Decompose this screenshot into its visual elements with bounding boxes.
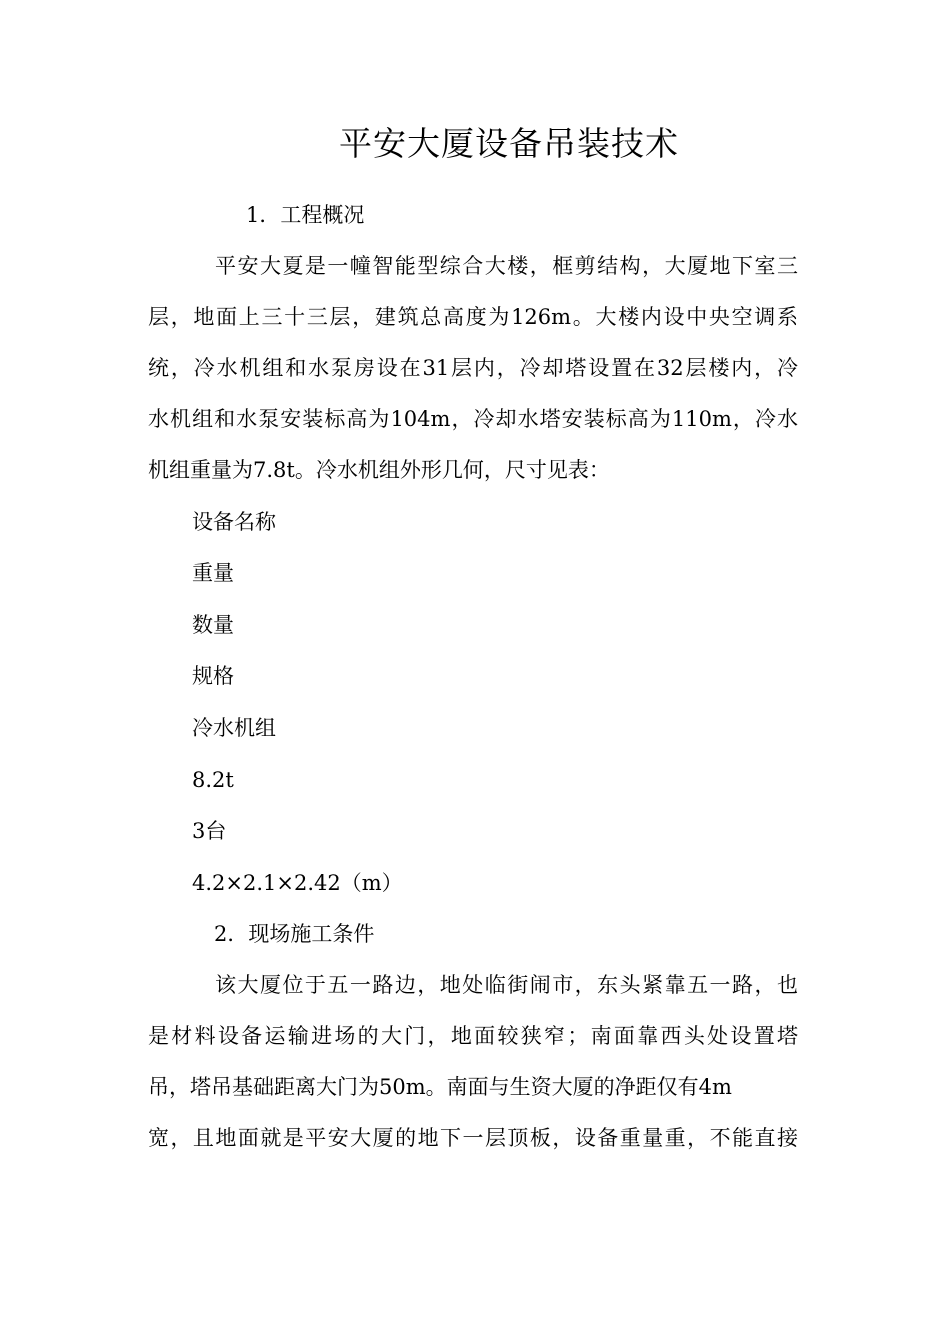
section-1-paragraph-line: 层，地面上三十三层，建筑总高度为126m。大楼内设中央空调系 bbox=[148, 305, 798, 329]
table-cell-weight: 8.2t bbox=[192, 768, 234, 792]
section-1-paragraph-line: 平安大夏是一幢智能型综合大楼，框剪结构，大厦地下室三 bbox=[215, 254, 798, 278]
table-header-quantity: 数量 bbox=[192, 613, 234, 637]
section-1-paragraph-line: 机组重量为7.8t。冷水机组外形几何，尺寸见表： bbox=[148, 458, 610, 482]
section-1-paragraph-line: 统，冷水机组和水泵房设在31层内，冷却塔设置在32层楼内，冷 bbox=[148, 356, 798, 380]
document-title: 平安大厦设备吊装技术 bbox=[339, 124, 679, 163]
section-2-paragraph-line: 是材料设备运输进场的大门，地面较狭窄；南面靠西头处设置塔 bbox=[148, 1024, 798, 1048]
section-2-heading: 2．现场施工条件 bbox=[214, 922, 375, 946]
section-1-paragraph-line: 水机组和水泵安装标高为104m，冷却水塔安装标高为110m，冷水 bbox=[148, 407, 798, 431]
table-header-spec: 规格 bbox=[192, 664, 234, 688]
table-header-weight: 重量 bbox=[192, 561, 234, 585]
table-cell-name: 冷水机组 bbox=[192, 716, 276, 740]
table-header-name: 设备名称 bbox=[192, 510, 276, 534]
section-1-heading: 1．工程概况 bbox=[246, 203, 365, 227]
table-cell-quantity: 3台 bbox=[192, 819, 227, 843]
table-cell-spec: 4.2×2.1×2.42（m） bbox=[192, 871, 403, 895]
section-2-paragraph-line: 吊，塔吊基础距离大门为50m。南面与生资大厦的净距仅有4m bbox=[148, 1075, 732, 1099]
section-2-paragraph-line: 该大厦位于五一路边，地处临街闹市，东头紧靠五一路，也 bbox=[215, 973, 798, 997]
section-2-paragraph-line: 宽，且地面就是平安大厦的地下一层顶板，设备重量重，不能直接 bbox=[148, 1126, 798, 1150]
